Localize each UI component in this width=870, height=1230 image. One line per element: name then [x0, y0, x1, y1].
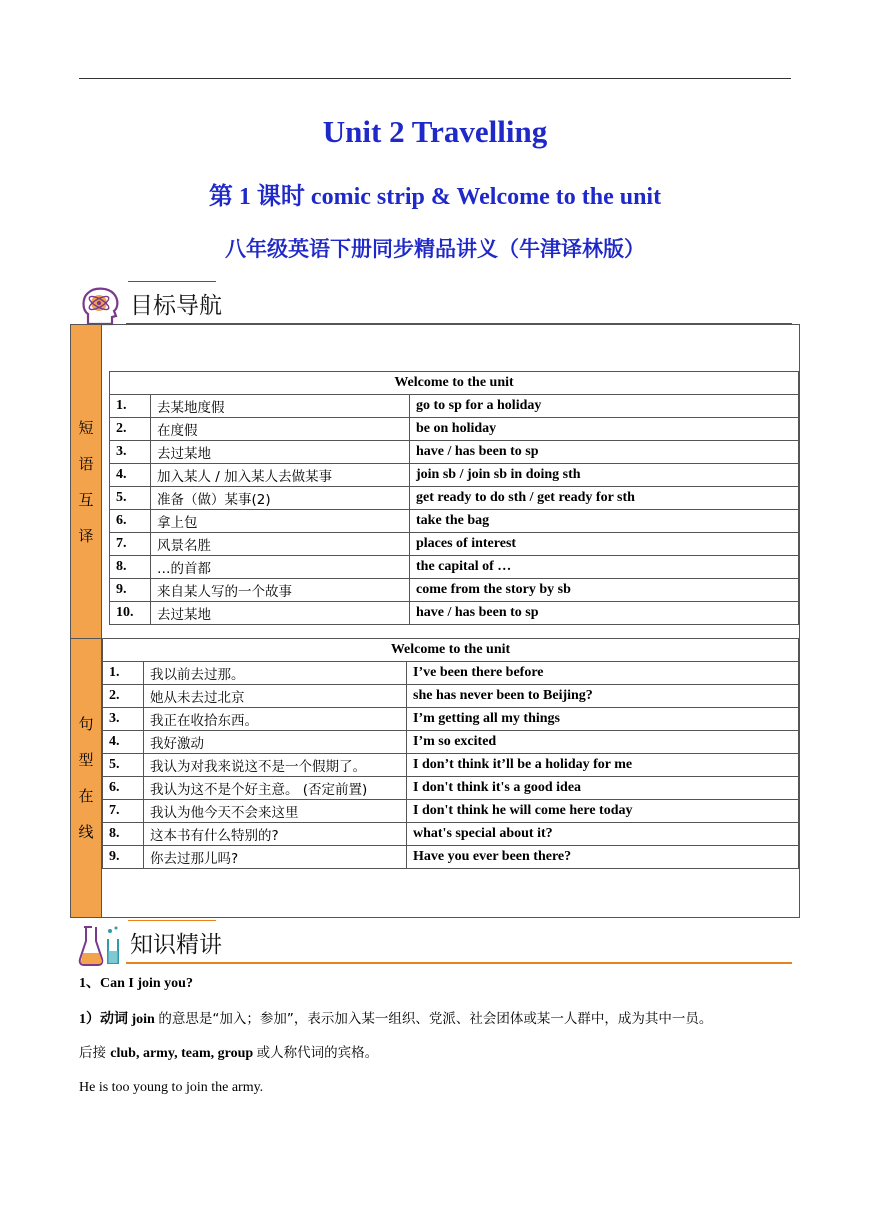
- knowledge-section-label: 知识精讲: [130, 932, 222, 958]
- english-cell: take the bag: [410, 510, 799, 533]
- chinese-cell: 去过某地: [151, 441, 410, 464]
- english-cell: I’m getting all my things: [407, 708, 799, 731]
- chinese-cell: …的首都: [151, 556, 410, 579]
- row-number: 9.: [110, 579, 151, 602]
- chinese-cell: 准备（做）某事(2): [151, 487, 410, 510]
- chinese-cell: 我好激动: [144, 731, 407, 754]
- lesson-title: 第 1 课时 comic strip & Welcome to the unit: [208, 184, 662, 210]
- section-accent-line: [128, 281, 216, 282]
- chinese-cell: 在度假: [151, 418, 410, 441]
- table-row: [103, 685, 799, 708]
- usage-prefix: 后接: [79, 1045, 111, 1061]
- table-row: [110, 418, 799, 441]
- english-cell: come from the story by sb: [410, 579, 799, 602]
- table-header: Welcome to the unit: [103, 639, 799, 662]
- sentences-table: [102, 638, 799, 869]
- usage-text: 或人称代词的宾格。: [256, 1045, 379, 1061]
- english-cell: I’m so excited: [407, 731, 799, 754]
- chinese-cell: 她从未去过北京: [144, 685, 407, 708]
- table-row: [110, 441, 799, 464]
- side-char: 语: [78, 454, 94, 473]
- side-char: 型: [78, 751, 94, 769]
- usage-words: club, army, team, group: [110, 1046, 257, 1061]
- side-char: 短: [78, 418, 94, 437]
- row-number: 5.: [110, 487, 151, 510]
- table-row: [103, 777, 799, 800]
- usage-paragraph: [79, 1042, 799, 1065]
- english-cell: have / has been to sp: [410, 602, 799, 625]
- table-row: [110, 487, 799, 510]
- table-row: [103, 754, 799, 777]
- english-cell: the capital of …: [410, 556, 799, 579]
- row-number: 1.: [103, 662, 144, 685]
- course-title: 八年级英语下册同步精品讲义（牛津译林版）: [225, 237, 645, 261]
- chinese-cell: 我认为这不是个好主意。 (否定前置): [144, 777, 407, 800]
- table-row: [103, 846, 799, 869]
- chinese-cell: 我以前去过那。: [144, 662, 407, 685]
- side-char: 线: [78, 823, 94, 841]
- row-number: 8.: [103, 823, 144, 846]
- explanation-paragraph: [79, 1008, 799, 1031]
- chinese-cell: 去过某地: [151, 602, 410, 625]
- row-number: 6.: [110, 510, 151, 533]
- english-cell: I don't think he will come here today: [407, 800, 799, 823]
- chinese-cell: 你去过那儿吗?: [144, 846, 407, 869]
- table-row: [110, 602, 799, 625]
- top-rule: [79, 78, 791, 79]
- chinese-cell: 我认为他今天不会来这里: [144, 800, 407, 823]
- question-heading: 1、Can I join you?: [79, 976, 193, 991]
- row-number: 10.: [110, 602, 151, 625]
- english-cell: places of interest: [410, 533, 799, 556]
- explanation-prefix: 1）动词: [79, 1012, 128, 1027]
- table-row: [103, 662, 799, 685]
- english-cell: join sb / join sb in doing sth: [410, 464, 799, 487]
- phrases-table: [109, 371, 799, 625]
- chinese-cell: 这本书有什么特别的?: [144, 823, 407, 846]
- row-number: 1.: [110, 395, 151, 418]
- side-char: 句: [78, 715, 94, 733]
- english-cell: have / has been to sp: [410, 441, 799, 464]
- row-number: 3.: [110, 441, 151, 464]
- chinese-cell: 我认为对我来说这不是一个假期了。: [144, 754, 407, 777]
- row-number: 7.: [103, 800, 144, 823]
- chinese-cell: 加入某人 / 加入某人去做某事: [151, 464, 410, 487]
- side-char: 译: [78, 526, 94, 545]
- english-cell: get ready to do sth / get ready for sth: [410, 487, 799, 510]
- english-cell: I’ve been there before: [407, 662, 799, 685]
- table-row: [110, 533, 799, 556]
- unit-title: Unit 2 Travelling: [322, 114, 548, 149]
- section-accent-line: [128, 920, 216, 921]
- chinese-cell: 去某地度假: [151, 395, 410, 418]
- row-number: 4.: [103, 731, 144, 754]
- chinese-cell: 我正在收拾东西。: [144, 708, 407, 731]
- keyword: join: [128, 1012, 159, 1027]
- goals-section-label: 目标导航: [130, 293, 222, 319]
- table-row: [110, 556, 799, 579]
- table-row: [103, 823, 799, 846]
- side-char: 互: [78, 490, 94, 509]
- table-row: [103, 708, 799, 731]
- side-char: 在: [78, 787, 94, 805]
- row-number: 2.: [103, 685, 144, 708]
- example-sentence: He is too young to join the army.: [79, 1080, 264, 1095]
- chinese-cell: 拿上包: [151, 510, 410, 533]
- row-number: 8.: [110, 556, 151, 579]
- chinese-cell: 来自某人写的一个故事: [151, 579, 410, 602]
- table-header: Welcome to the unit: [110, 372, 799, 395]
- knowledge-section-header: [78, 920, 792, 966]
- row-number: 6.: [103, 777, 144, 800]
- row-number: 7.: [110, 533, 151, 556]
- row-number: 9.: [103, 846, 144, 869]
- english-cell: Have you ever been there?: [407, 846, 799, 869]
- phrases-side-label: [70, 324, 102, 639]
- english-cell: she has never been to Beijing?: [407, 685, 799, 708]
- table-row: [110, 510, 799, 533]
- english-cell: I don’t think it’ll be a holiday for me: [407, 754, 799, 777]
- row-number: 5.: [103, 754, 144, 777]
- sentences-side-label: [70, 638, 102, 918]
- goals-section-header: [78, 281, 792, 327]
- english-cell: be on holiday: [410, 418, 799, 441]
- table-row: [110, 464, 799, 487]
- section-rule: [126, 962, 792, 964]
- flask-icon: [78, 923, 122, 967]
- table-row: [110, 579, 799, 602]
- row-number: 3.: [103, 708, 144, 731]
- row-number: 4.: [110, 464, 151, 487]
- english-cell: what's special about it?: [407, 823, 799, 846]
- explanation-text: 的意思是“加入；参加”，表示加入某一组织、党派、社会团体或某一人群中，成为其中一员。: [158, 1011, 713, 1027]
- chinese-cell: 风景名胜: [151, 533, 410, 556]
- table-row: [110, 395, 799, 418]
- english-cell: I don't think it's a good idea: [407, 777, 799, 800]
- brain-icon: [78, 284, 122, 328]
- table-row: [103, 731, 799, 754]
- row-number: 2.: [110, 418, 151, 441]
- table-row: [103, 800, 799, 823]
- english-cell: go to sp for a holiday: [410, 395, 799, 418]
